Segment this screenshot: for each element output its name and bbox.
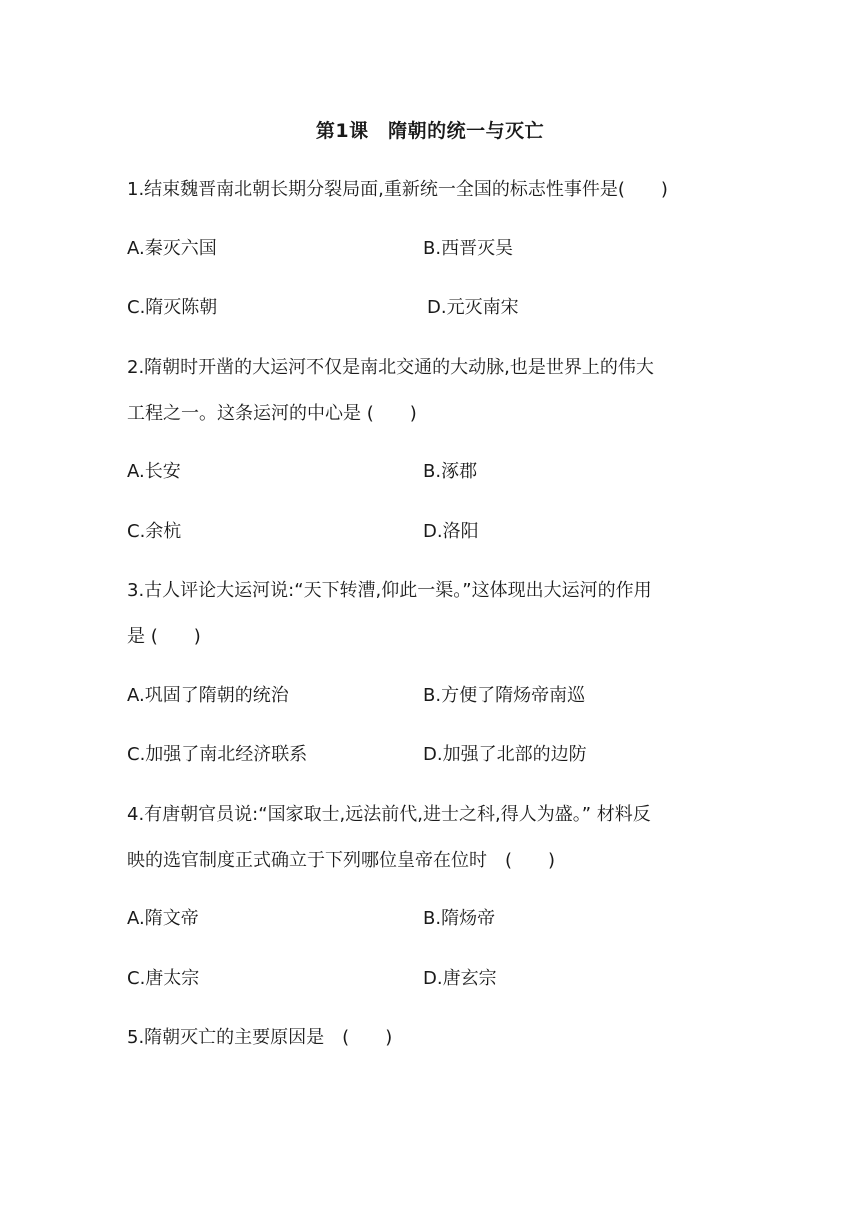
question-3-option-a: A.巩固了隋朝的统治 [127, 685, 289, 706]
question-2-option-a: A.长安 [127, 461, 181, 482]
lesson-title: 第1课 隋朝的统一与灭亡 [315, 120, 545, 142]
question-2-text-line-1: 2.隋朝时开凿的大运河不仅是南北交通的大动脉,也是世界上的伟大 [127, 357, 654, 378]
question-1-text: 1.结束魏晋南北朝长期分裂局面,重新统一全国的标志性事件是( ) [127, 179, 668, 200]
question-3-text-line-1: 3.古人评论大运河说:“天下转漕,仰此一渠。”这体现出大运河的作用 [127, 580, 652, 601]
question-1-option-a: A.秦灭六国 [127, 238, 217, 259]
question-1-option-b: B.西晋灭吴 [423, 238, 514, 259]
question-2-option-c: C.余杭 [127, 521, 182, 542]
question-3-option-d: D.加强了北部的边防 [423, 744, 587, 765]
question-4-option-d: D.唐玄宗 [423, 968, 497, 989]
question-4-option-b: B.隋炀帝 [423, 908, 496, 929]
question-1-option-d: D.元灭南宋 [427, 297, 519, 318]
question-2-option-b: B.涿郡 [423, 461, 478, 482]
question-1-option-c: C.隋灭陈朝 [127, 297, 218, 318]
question-4-option-c: C.唐太宗 [127, 968, 200, 989]
question-4-text-line-2: 映的选官制度正式确立于下列哪位皇帝在位时 ( ) [127, 850, 556, 871]
question-3-option-c: C.加强了南北经济联系 [127, 744, 308, 765]
question-4-option-a: A.隋文帝 [127, 908, 199, 929]
question-2-option-d: D.洛阳 [423, 521, 479, 542]
question-3-option-b: B.方便了隋炀帝南巡 [423, 685, 586, 706]
question-4-text-line-1: 4.有唐朝官员说:“国家取士,远法前代,进士之科,得人为盛。” 材料反 [127, 804, 651, 825]
question-5-text: 5.隋朝灭亡的主要原因是 ( ) [127, 1027, 393, 1048]
question-3-text-line-2: 是 ( ) [127, 626, 201, 647]
question-2-text-line-2: 工程之一。这条运河的中心是 ( ) [127, 403, 417, 424]
